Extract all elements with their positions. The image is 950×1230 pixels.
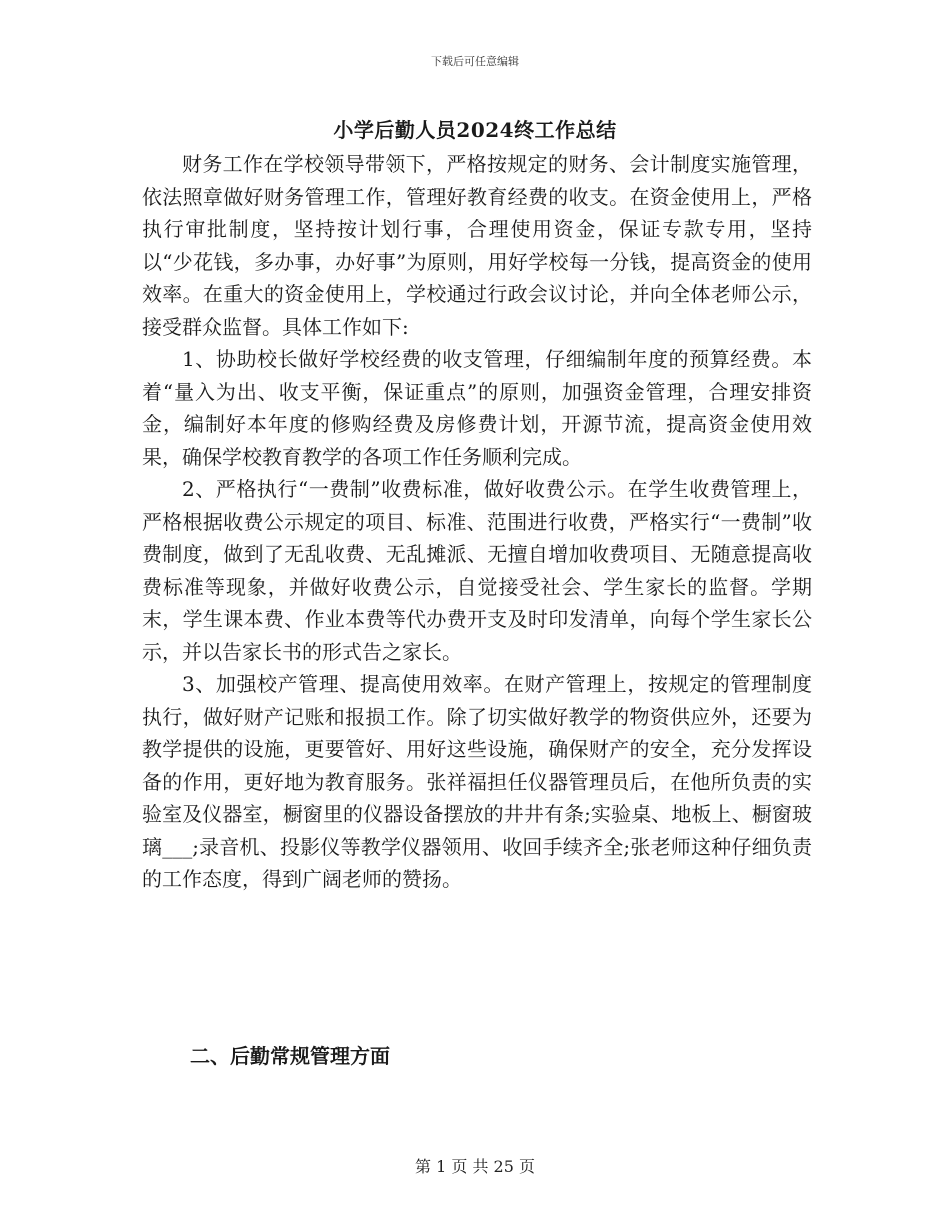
paragraph-item-1: 1、协助校长做好学校经费的收支管理，仔细编制年度的预算经费。本着“量入为出、收支平衡，保证重点”的原则，加强资金管理，合理安排资金，编制好本年度的修购经费及房修费计划，开源节流，提高资金使用效果，确保学校教育教学的各项工作任务顺利完成。 bbox=[142, 347, 812, 469]
paragraph-item-3: 3、加强校产管理、提高使用效率。在财产管理上，按规定的管理制度执行，做好财产记账和报损工作。除了切实做好教学的物资供应外，还要为教学提供的设施，更要管好、用好这些设施，确保财产的安全，充分发挥设备的作用，更好地为教育服务。张祥福担任仪器管理员后，在他所负责的实验室及仪器室，橱窗里的仪器设备摆放的井井有条;实验桌、地板上、橱窗玻璃___;录音机、投影仪等教学仪器领用、收回手续齐全;张老师这种仔细负责的工作态度，得到广阔老师的赞扬。 bbox=[142, 672, 812, 891]
paragraph-intro: 财务工作在学校领导带领下，严格按规定的财务、会计制度实施管理，依法照章做好财务管理工作，管理好教育经费的收支。在资金使用上，严格执行审批制度，坚持按计划行事，合理使用资金，保证专款专用，坚持以“少花钱，多办事，办好事”为原则，用好学校每一分钱，提高资金的使用效率。在重大的资金使用上，学校通过行政会议讨论，并向全体老师公示，接受群众监督。具体工作如下: bbox=[142, 152, 812, 339]
document-title: 小学后勤人员2024终工作总结 bbox=[333, 118, 617, 142]
section-heading-logistics: 二、后勤常规管理方面 bbox=[190, 1044, 390, 1068]
page-number-footer: 第 1 页 共 25 页 bbox=[415, 1157, 535, 1176]
download-editable-note: 下载后可任意编辑 bbox=[431, 55, 519, 68]
paragraph-item-2: 2、严格执行“一费制”收费标准，做好收费公示。在学生收费管理上，严格根据收费公示规定的项目、标准、范围进行收费，严格实行“一费制”收费制度，做到了无乱收费、无乱摊派、无擅自增加收费项目、无随意提高收费标准等现象，并做好收费公示，自觉接受社会、学生家长的监督。学期末，学生课本费、作业本费等代办费开支及时印发清单，向每个学生家长公示，并以告家长书的形式告之家长。 bbox=[142, 477, 812, 664]
document-body bbox=[142, 148, 812, 896]
